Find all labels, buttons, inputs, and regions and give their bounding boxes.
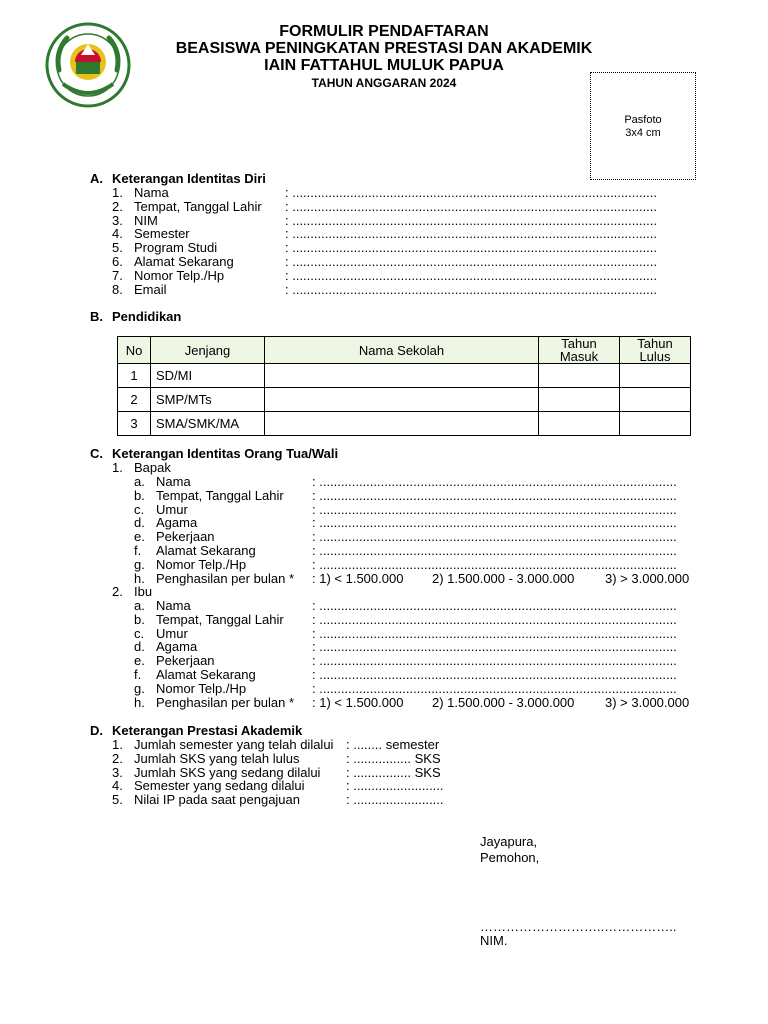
income-option-3[interactable]: 3) > 3.000.000 xyxy=(605,570,690,586)
income-option-2[interactable]: 2) 1.500.000 - 3.000.000 xyxy=(432,570,575,586)
education-header-row xyxy=(118,337,691,364)
section-a-letter: A. xyxy=(90,171,103,186)
col-tahun-masuk-line2: Masuk xyxy=(559,349,599,364)
parent-field-letter: a. xyxy=(134,598,145,613)
achievement-number: 1. xyxy=(112,737,123,752)
parent-field-label: Nama xyxy=(156,598,191,613)
row-tahun-masuk[interactable] xyxy=(539,364,620,388)
parent-field-letter: b. xyxy=(134,611,145,627)
parent-field-fill[interactable]: : ................................................................................................... xyxy=(312,529,677,545)
parent-field-letter: h. xyxy=(134,570,145,586)
parent-field-fill[interactable]: : ................................................................................................... xyxy=(312,556,677,572)
table-row xyxy=(118,412,691,436)
parent-field-fill[interactable]: : ................................................................................................... xyxy=(312,667,677,682)
row-nama-sekolah[interactable] xyxy=(265,388,539,412)
row-no: 1 xyxy=(118,364,151,388)
parent-number: 1. xyxy=(112,460,123,475)
achievement-number: 2. xyxy=(112,750,123,766)
row-tahun-lulus[interactable] xyxy=(620,364,691,388)
institution-title: IAIN FATTAHUL MULUK PAPUA xyxy=(264,57,504,74)
signature-city: Jayapura, xyxy=(480,834,538,849)
parent-field-label: Umur xyxy=(156,501,188,517)
field-number: 1. xyxy=(112,185,123,200)
parent-field-label: Agama xyxy=(156,639,198,655)
row-no: 2 xyxy=(118,388,151,412)
section-d-letter: D. xyxy=(90,723,103,738)
parent-field-fill[interactable]: : ................................................................................................... xyxy=(312,653,677,669)
parent-number: 2. xyxy=(112,584,123,599)
parent-field-label: Pekerjaan xyxy=(156,529,215,545)
field-number: 4. xyxy=(112,226,123,242)
field-label: Email xyxy=(134,281,167,297)
field-number: 6. xyxy=(112,254,123,269)
parent-field-letter: e. xyxy=(134,529,145,545)
photo-label: Pasfoto xyxy=(624,114,662,126)
signature-line[interactable]: ………………………..…………….. xyxy=(480,919,677,934)
parent-label: Ibu xyxy=(134,584,153,599)
parent-field-letter: g. xyxy=(134,556,145,572)
achievement-label: Jumlah SKS yang telah lulus xyxy=(134,750,300,766)
row-nama-sekolah[interactable] xyxy=(265,364,539,388)
scholarship-title: BEASISWA PENINGKATAN PRESTASI DAN AKADEMIK xyxy=(175,40,593,57)
col-tahun-lulus-line2: Lulus xyxy=(639,349,671,364)
field-number: 7. xyxy=(112,267,123,283)
field-fill[interactable]: : ..................................................................................................... xyxy=(285,267,658,283)
parent-field-letter: f. xyxy=(134,667,142,682)
parent-field-label: Tempat, Tanggal Lahir xyxy=(156,611,284,627)
field-label: Nama xyxy=(134,185,169,200)
parent-field-fill[interactable]: : ................................................................................................... xyxy=(312,543,677,558)
photo-size: 3x4 cm xyxy=(625,127,661,139)
photo-box xyxy=(590,72,696,180)
parent-label: Bapak xyxy=(134,460,171,475)
section-c-letter: C. xyxy=(90,446,103,461)
parent-field-letter: d. xyxy=(134,639,145,655)
achievement-value[interactable]: : ................ SKS xyxy=(346,750,441,766)
row-jenjang: SD/MI xyxy=(151,364,265,388)
col-no: No xyxy=(118,337,151,364)
parent-field-label: Umur xyxy=(156,625,188,641)
row-tahun-lulus[interactable] xyxy=(620,412,691,436)
parent-field-fill[interactable]: : ................................................................................................... xyxy=(312,625,677,641)
signature-role: Pemohon, xyxy=(480,850,540,865)
section-a-title: Keterangan Identitas Diri xyxy=(112,171,266,186)
achievement-number: 5. xyxy=(112,792,123,808)
row-tahun-masuk[interactable] xyxy=(539,412,620,436)
parent-field-fill[interactable]: : ................................................................................................... xyxy=(312,611,677,627)
parent-field-label: Nama xyxy=(156,474,191,489)
row-nama-sekolah[interactable] xyxy=(265,412,539,436)
achievement-label: Jumlah semester yang telah dilalui xyxy=(134,737,334,752)
parent-field-fill[interactable]: : ................................................................................................... xyxy=(312,501,677,517)
parent-field-letter: a. xyxy=(134,474,145,489)
parent-field-letter: g. xyxy=(134,680,145,696)
parent-field-label: Alamat Sekarang xyxy=(156,543,256,558)
col-tahun-masuk xyxy=(539,337,620,364)
education-table xyxy=(117,336,691,436)
achievement-value[interactable]: : ......................... xyxy=(346,792,444,808)
row-tahun-masuk[interactable] xyxy=(539,388,620,412)
parent-field-label: Nomor Telp./Hp xyxy=(156,680,247,696)
col-jenjang: Jenjang xyxy=(151,337,265,364)
field-label: Semester xyxy=(134,226,190,242)
parent-field-letter: e. xyxy=(134,653,145,669)
achievement-label: Nilai IP pada saat pengajuan xyxy=(134,792,300,808)
parent-field-fill[interactable]: : ................................................................................................... xyxy=(312,680,677,696)
parent-field-letter: b. xyxy=(134,487,145,503)
field-number: 8. xyxy=(112,281,123,297)
field-label: Alamat Sekarang xyxy=(134,254,234,269)
parent-field-letter: c. xyxy=(134,625,145,641)
section-b-letter: B. xyxy=(90,309,103,324)
section-d-title: Keterangan Prestasi Akademik xyxy=(112,723,303,738)
achievement-number: 4. xyxy=(112,778,123,794)
signature-nim: NIM. xyxy=(480,933,508,948)
col-nama-sekolah: Nama Sekolah xyxy=(265,337,539,364)
parent-field-fill[interactable]: : ................................................................................................... xyxy=(312,598,677,613)
field-fill[interactable]: : ..................................................................................................... xyxy=(285,226,658,242)
field-label: NIM xyxy=(134,212,158,228)
field-fill[interactable]: : ..................................................................................................... xyxy=(285,212,658,228)
achievement-label: Semester yang sedang dilalui xyxy=(134,778,305,794)
field-number: 2. xyxy=(112,198,123,214)
parent-field-fill[interactable]: : ................................................................................................... xyxy=(312,639,677,655)
income-option-2[interactable]: 2) 1.500.000 - 3.000.000 xyxy=(432,694,575,710)
row-tahun-lulus[interactable] xyxy=(620,388,691,412)
field-fill[interactable]: : ..................................................................................................... xyxy=(285,281,658,297)
parent-field-label: Pekerjaan xyxy=(156,653,215,669)
parent-field-label: Penghasilan per bulan * xyxy=(156,694,295,710)
achievement-number: 3. xyxy=(112,764,123,780)
col-tahun-masuk-line1: Tahun xyxy=(561,336,597,351)
budget-year: TAHUN ANGGARAN 2024 xyxy=(311,76,457,90)
parent-field-label: Nomor Telp./Hp xyxy=(156,556,247,572)
achievement-value[interactable]: : ......................... xyxy=(346,778,444,794)
parent-field-fill[interactable]: : ................................................................................................... xyxy=(312,487,677,503)
income-option-3[interactable]: 3) > 3.000.000 xyxy=(605,694,690,710)
field-label: Program Studi xyxy=(134,240,218,256)
table-row xyxy=(118,364,691,388)
field-fill[interactable]: : ..................................................................................................... xyxy=(285,198,658,214)
parent-field-label: Alamat Sekarang xyxy=(156,667,256,682)
parent-field-label: Penghasilan per bulan * xyxy=(156,570,295,586)
achievement-value[interactable]: : ................ SKS xyxy=(346,764,441,780)
parent-field-label: Agama xyxy=(156,515,198,531)
parent-field-letter: f. xyxy=(134,543,142,558)
parent-field-letter: c. xyxy=(134,501,145,517)
row-jenjang: SMP/MTs xyxy=(151,388,265,412)
section-b-title: Pendidikan xyxy=(112,309,182,324)
parent-field-letter: h. xyxy=(134,694,145,710)
row-jenjang: SMA/SMK/MA xyxy=(151,412,265,436)
field-label: Nomor Telp./Hp xyxy=(134,267,225,283)
field-fill[interactable]: : ..................................................................................................... xyxy=(285,185,658,200)
form-title: FORMULIR PENDAFTARAN xyxy=(279,23,489,40)
section-c-title: Keterangan Identitas Orang Tua/Wali xyxy=(112,446,339,461)
table-row xyxy=(118,388,691,412)
field-number: 5. xyxy=(112,240,123,256)
income-option-1[interactable]: : 1) < 1.500.000 xyxy=(312,694,404,710)
parent-field-fill[interactable]: : ................................................................................................... xyxy=(312,515,677,531)
field-number: 3. xyxy=(112,212,123,228)
field-fill[interactable]: : ..................................................................................................... xyxy=(285,254,658,269)
achievement-value[interactable]: : ........ semester xyxy=(346,737,440,752)
parent-field-label: Tempat, Tanggal Lahir xyxy=(156,487,284,503)
field-label: Tempat, Tanggal Lahir xyxy=(134,198,262,214)
col-tahun-lulus-line1: Tahun xyxy=(637,336,673,351)
field-fill[interactable]: : ..................................................................................................... xyxy=(285,240,658,256)
col-tahun-lulus xyxy=(620,337,691,364)
achievement-label: Jumlah SKS yang sedang dilalui xyxy=(134,764,321,780)
parent-field-letter: d. xyxy=(134,515,145,531)
row-no: 3 xyxy=(118,412,151,436)
income-option-1[interactable]: : 1) < 1.500.000 xyxy=(312,570,404,586)
parent-field-fill[interactable]: : ................................................................................................... xyxy=(312,474,677,489)
